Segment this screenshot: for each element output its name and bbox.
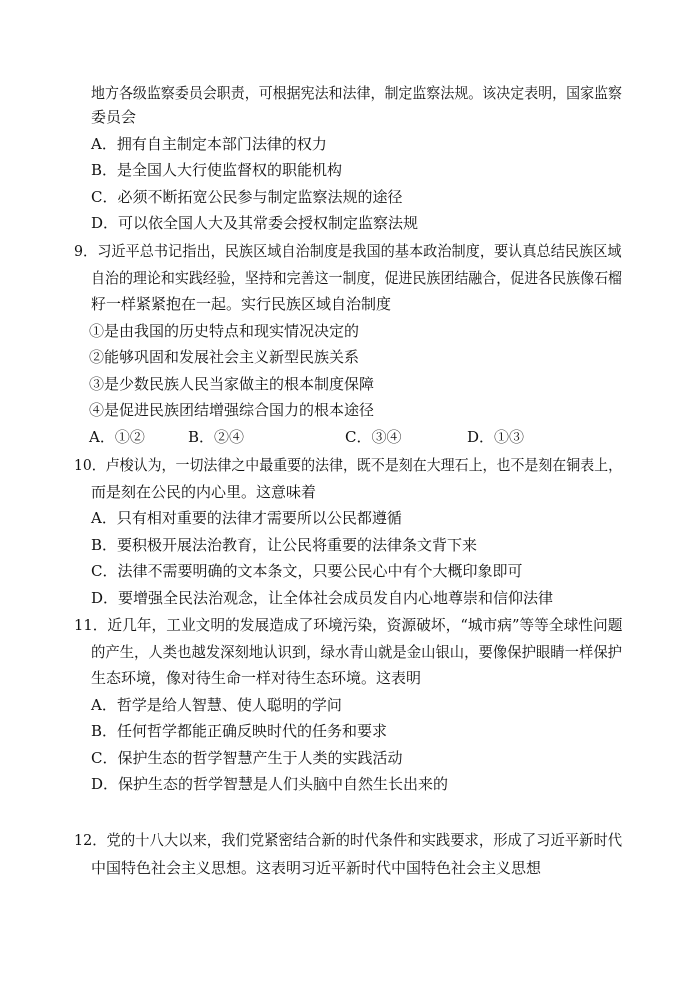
q10-stem-line-2: 而是刻在公民的内心里。这意味着 [91,483,317,501]
q12-stem-line-2: 中国特色社会主义思想。这表明习近平新时代中国特色社会主义思想 [91,859,542,877]
q10-option-b: B．要积极开展法治教育，让公民将重要的法律条文背下来 [91,536,478,554]
q11-option-c: C．保护生态的哲学智慧产生于人类的实践活动 [91,749,403,767]
q11-option-b: B．任何哲学都能正确反映时代的任务和要求 [91,722,388,740]
q8-option-b: B．是全国人大行使监督权的职能机构 [91,161,343,179]
q10-stem-line-1: 10．卢梭认为，一切法律之中最重要的法律，既不是刻在大理石上，也不是刻在铜表上， [74,456,623,474]
q8-option-d: D．可以依全国人大及其常委会授权制定监察法规 [91,214,419,232]
q8-stem-continuation-line-1: 地方各级监察委员会职责，可根据宪法和法律，制定监察法规。该决定表明，国家监察 [91,84,623,102]
q9-item-3: ③是少数民族人民当家做主的根本制度保障 [89,375,375,393]
q9-stem-line-1: 9．习近平总书记指出，民族区域自治制度是我国的基本政治制度，要认真总结民族区域 [74,242,622,260]
q9-stem-line-3: 籽一样紧紧抱在一起。实行民族区域自治制度 [91,295,392,313]
q11-option-a: A．哲学是给人智慧、使人聪明的学问 [91,696,342,714]
q9-choice-c: C．③④ [345,428,402,446]
q11-stem-line-2: 的产生，人类也越发深刻地认识到，绿水青山就是金山银山，要像保护眼睛一样保护 [91,643,623,661]
q8-stem-continuation-line-2: 委员会 [91,108,137,126]
q10-option-a: A．只有相对重要的法律才需要所以公民都遵循 [91,509,402,527]
q8-option-a: A．拥有自主制定本部门法律的权力 [91,135,327,153]
q12-stem-line-1: 12．党的十八大以来，我们党紧密结合新的时代条件和实践要求，形成了习近平新时代 [74,831,623,849]
q9-choice-b: B．②④ [188,428,245,446]
q9-choice-a: A．①② [89,428,145,446]
q9-stem-line-2: 自治的理论和实践经验，坚持和完善这一制度，促进民族团结融合，促进各民族像石榴 [91,269,623,287]
q9-item-2: ②能够巩固和发展社会主义新型民族关系 [89,348,360,366]
q10-option-d: D．要增强全民法治观念，让全体社会成员发自内心地尊崇和信仰法律 [91,589,554,607]
q10-option-c: C．法律不需要明确的文本条文，只要公民心中有个大概印象即可 [91,562,523,580]
q9-item-1: ①是由我国的历史特点和现实情况决定的 [89,322,360,340]
q11-option-d: D．保护生态的哲学智慧是人们头脑中自然生长出来的 [91,775,449,793]
q11-stem-line-1: 11．近几年，工业文明的发展造成了环境污染，资源破坏，“城市病”等等全球性问题 [74,616,623,634]
q9-item-4: ④是促进民族团结增强综合国力的根本途径 [89,401,375,419]
q8-option-c: C．必须不断拓宽公民参与制定监察法规的途径 [91,188,403,206]
q9-choice-d: D．①③ [467,428,525,446]
q11-stem-line-3: 生态环境，像对待生命一样对待生态环境。这表明 [91,669,422,687]
